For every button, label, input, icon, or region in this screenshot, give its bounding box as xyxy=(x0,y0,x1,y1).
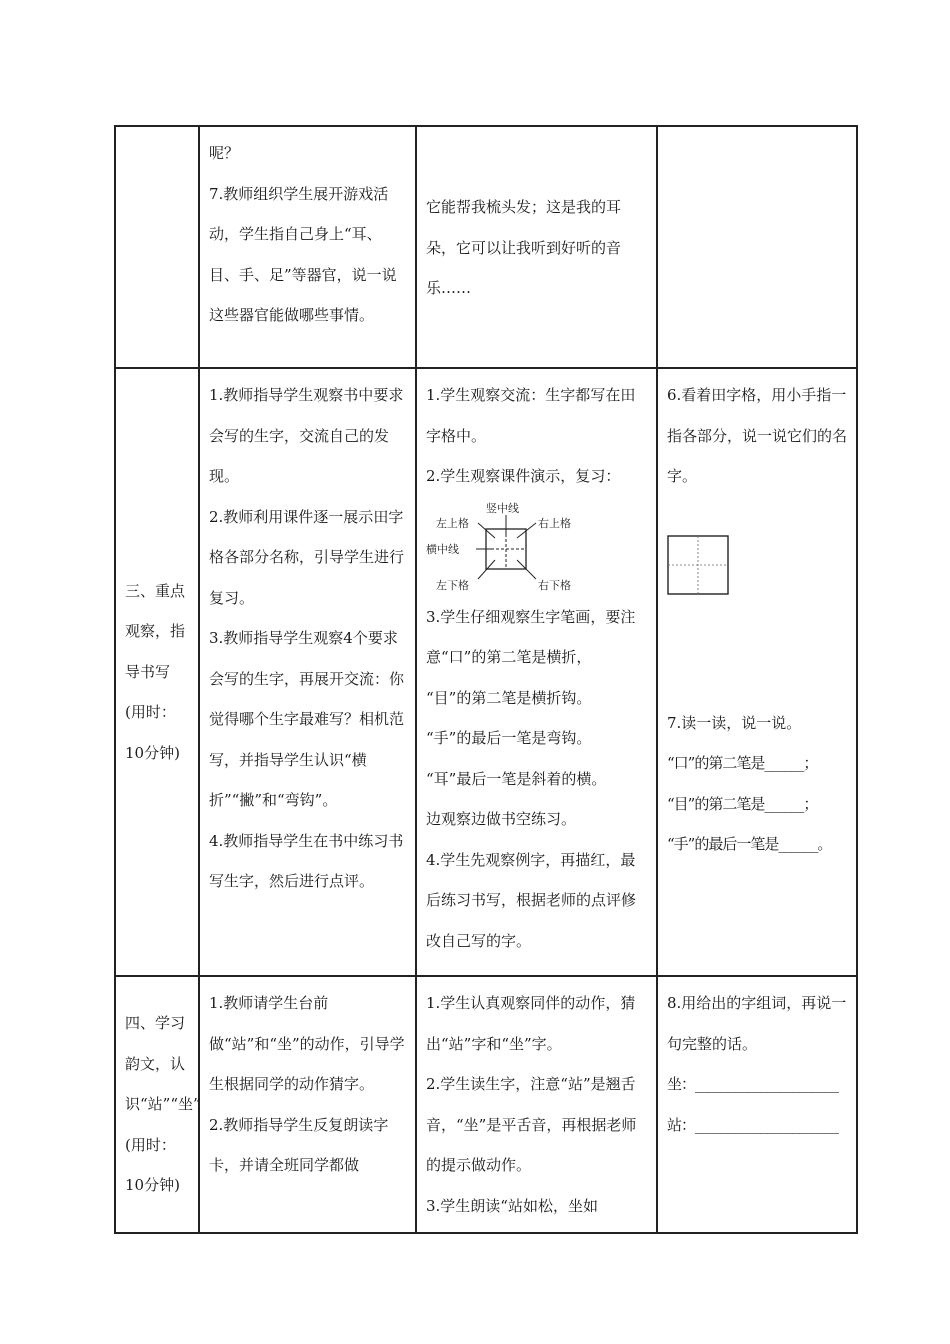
practice-item: 8.用给出的字组词，再说一句完整的话。 xyxy=(667,994,847,1053)
stage-duration-value: 10分钟) xyxy=(125,1176,180,1195)
label-vertical-line: 竖中线 xyxy=(486,501,519,515)
stage-duration-value: 10分钟) xyxy=(125,743,180,762)
teacher-activity-cell xyxy=(199,976,416,1233)
label-bottom-left: 左下格 xyxy=(436,578,469,592)
fill-blank-line[interactable]: “口”的第二笔是______； xyxy=(667,754,818,772)
fill-blank-line[interactable]: “目”的第二笔是______； xyxy=(667,794,818,813)
stage-cell xyxy=(115,368,199,976)
student-step: “耳”最后一笔是斜着的横。 xyxy=(426,769,607,788)
student-step: 3.学生朗读“站如松，坐如 xyxy=(426,1196,598,1215)
student-step: 3.学生仔细观察生字笔画，要注意“口”的第二笔是横折， xyxy=(426,607,636,666)
tianzige-practice-grid xyxy=(667,535,729,595)
teacher-step: 呢？ xyxy=(209,144,240,162)
label-top-right: 右上格 xyxy=(538,516,571,530)
teacher-activity-cell xyxy=(199,126,416,368)
student-activity-cell xyxy=(416,368,657,976)
student-activity-cell xyxy=(416,126,657,368)
student-step: 它能帮我梳头发；这是我的耳朵，它可以让我听到好听的音乐…… xyxy=(426,198,622,297)
student-step: 2.学生观察课件演示，复习： xyxy=(426,467,621,485)
student-step: 1.学生观察交流：生字都写在田字格中。 xyxy=(426,386,636,445)
student-step: 4.学生先观察例字，再描红，最后练习书写，根据老师的点评修改自己写的字。 xyxy=(426,850,637,950)
tianzige-diagram xyxy=(424,501,584,595)
practice-item: 6.看着田字格，用小手指一指各部分，说一说它们的名字。 xyxy=(667,386,848,485)
student-step: 2.学生读生字，注意“站”是翘舌音，“坐”是平舌音，再根据老师的提示做动作。 xyxy=(426,1075,637,1174)
teacher-step: 2.教师指导学生反复朗读字卡，并请全班同学都做 xyxy=(209,1115,389,1174)
practice-cell xyxy=(657,976,857,1233)
teacher-activity-cell xyxy=(199,368,416,976)
fill-blank-line[interactable]: “手”的最后一笔是______。 xyxy=(667,835,832,853)
stage-title: 四、学习韵文，认识“站”“坐” xyxy=(125,1014,201,1114)
stage-title: 三、重点观察，指导书写 xyxy=(125,581,186,681)
table-row xyxy=(115,126,857,368)
stage-cell xyxy=(115,126,199,368)
table-row xyxy=(115,368,857,976)
lesson-plan-table xyxy=(114,125,858,1234)
student-step: 边观察边做书空练习。 xyxy=(426,810,577,828)
practice-cell xyxy=(657,126,857,368)
teacher-step: 7.教师组织学生展开游戏活动，学生指自己身上“耳、目、手、足”等器官，说一说这些器官能做哪些事情。 xyxy=(209,184,397,324)
student-step: “手”的最后一笔是弯钩。 xyxy=(426,729,592,747)
teacher-step: 1.教师请学生台前做“站”和“坐”的动作，引导学生根据同学的动作猜字。 xyxy=(209,994,405,1093)
stage-cell xyxy=(115,976,199,1233)
teacher-step: 1.教师指导学生观察书中要求会写的生字，交流自己的发现。 xyxy=(209,386,404,485)
practice-cell xyxy=(657,368,857,976)
teacher-step: 4.教师指导学生在书中练习书写生字，然后进行点评。 xyxy=(209,831,404,890)
stage-duration-label: (用时： xyxy=(125,1135,176,1154)
table-row xyxy=(115,976,857,1233)
label-bottom-right: 右下格 xyxy=(538,578,571,592)
student-step: 1.学生认真观察同伴的动作，猜出“站”字和“坐”字。 xyxy=(426,994,636,1053)
teacher-step: 3.教师指导学生观察4个要求会写的生字，再展开交流：你觉得哪个生字最难写？相机范写，并指导学生认识“横折”“撇”和“弯钩”。 xyxy=(209,629,405,809)
label-top-left: 左上格 xyxy=(436,516,469,530)
label-horizontal-line: 横中线 xyxy=(426,542,459,556)
student-activity-cell xyxy=(416,976,657,1233)
teacher-step: 2.教师利用课件逐一展示田字格各部分名称，引导学生进行复习。 xyxy=(209,507,405,607)
student-step: “目”的第二笔是横折钩。 xyxy=(426,688,592,707)
fill-blank-line[interactable]: 坐：______________________ xyxy=(667,1075,839,1093)
fill-blank-line[interactable]: 站：______________________ xyxy=(667,1115,839,1134)
practice-item: 7.读一读，说一说。 xyxy=(667,713,802,732)
stage-duration-label: (用时： xyxy=(125,703,176,722)
